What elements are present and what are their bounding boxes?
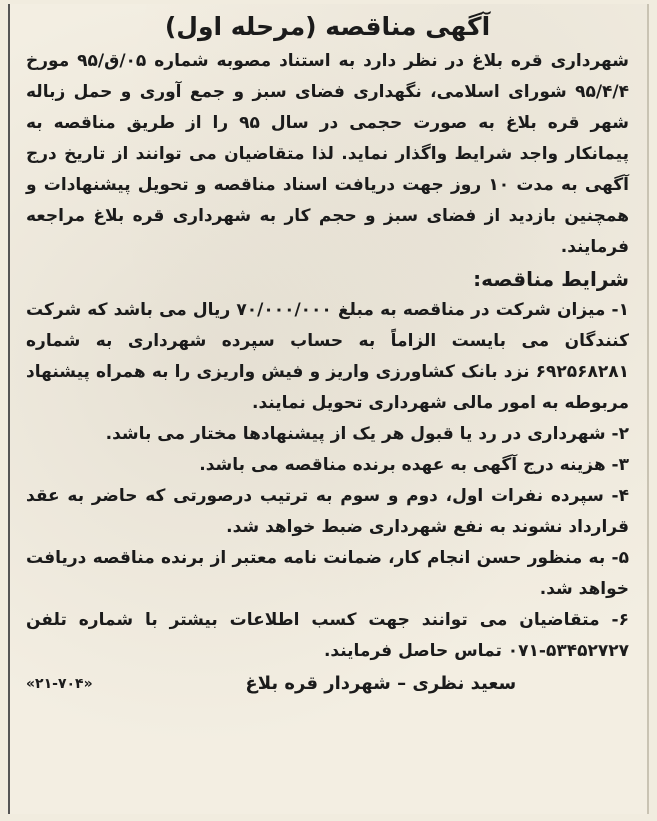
condition-item: ۱- میزان شرکت در مناقصه به مبلغ ۷۰/۰۰۰/۰۰۰ ریال می باشد که شرکت کنندگان می بایست الزاماً به حساب سپرده شهرداری به شماره ۶۹۲۵۶۸۲۸۱ نزد بانک کشاورزی واریز و فیش واریزی را به همراه پیشنهاد مربوطه به امور مالی شهرداری تحویل نمایند. bbox=[26, 300, 629, 413]
notice-footer bbox=[26, 669, 629, 699]
condition-item: ۲- شهرداری در رد یا قبول هر یک از پیشنهادها مختار می باشد. bbox=[105, 424, 629, 444]
signature: سعید نظری – شهردار قره بلاغ bbox=[245, 673, 517, 694]
intro-paragraph: شهرداری قره بلاغ در نظر دارد به استناد مصوبه شماره ۰۵/ق/۹۵ مورخ ۹۵/۴/۴ شورای اسلامی، نگهداری فضای سبز و جمع آوری و حمل زباله شهر قره بلاغ به صورت حجمی در سال ۹۵ را از طریق مناقصه به پیمانکار واجد شرایط واگذار نماید. لذا متقاضیان می توانند از تاریخ درج آگهی به مدت ۱۰ روز جهت دریافت اسناد مناقصه و تحویل پیشنهادات و همچنین بازدید از فضای سبز و حجم کار به شهرداری قره بلاغ مراجعه فرمایند. bbox=[26, 51, 629, 257]
condition-item: ۳- هزینه درج آگهی به عهده برنده مناقصه می باشد. bbox=[199, 455, 629, 475]
tender-notice bbox=[8, 4, 649, 814]
conditions-list bbox=[26, 295, 629, 667]
notice-title: آگهی مناقصه (مرحله اول) bbox=[164, 12, 491, 41]
notice-code: «۲۱-۷۰۴» bbox=[26, 676, 93, 692]
conditions-heading: شرایط مناقصه: bbox=[473, 267, 629, 291]
condition-item: ۵- به منظور حسن انجام کار، ضمانت نامه معتبر از برنده مناقصه دریافت خواهد شد. bbox=[26, 548, 629, 599]
condition-item: ۶- متقاضیان می توانند جهت کسب اطلاعات بیشتر با شماره تلفن ۵۳۴۵۲۷۲۷-۰۷۱ تماس حاصل فرمایند. bbox=[26, 610, 629, 661]
condition-item: ۴- سپرده نفرات اول، دوم و سوم به ترتیب درصورتی که حاضر به عقد قرارداد نشوند به نفع شهرداری ضبط خواهد شد. bbox=[26, 486, 629, 537]
